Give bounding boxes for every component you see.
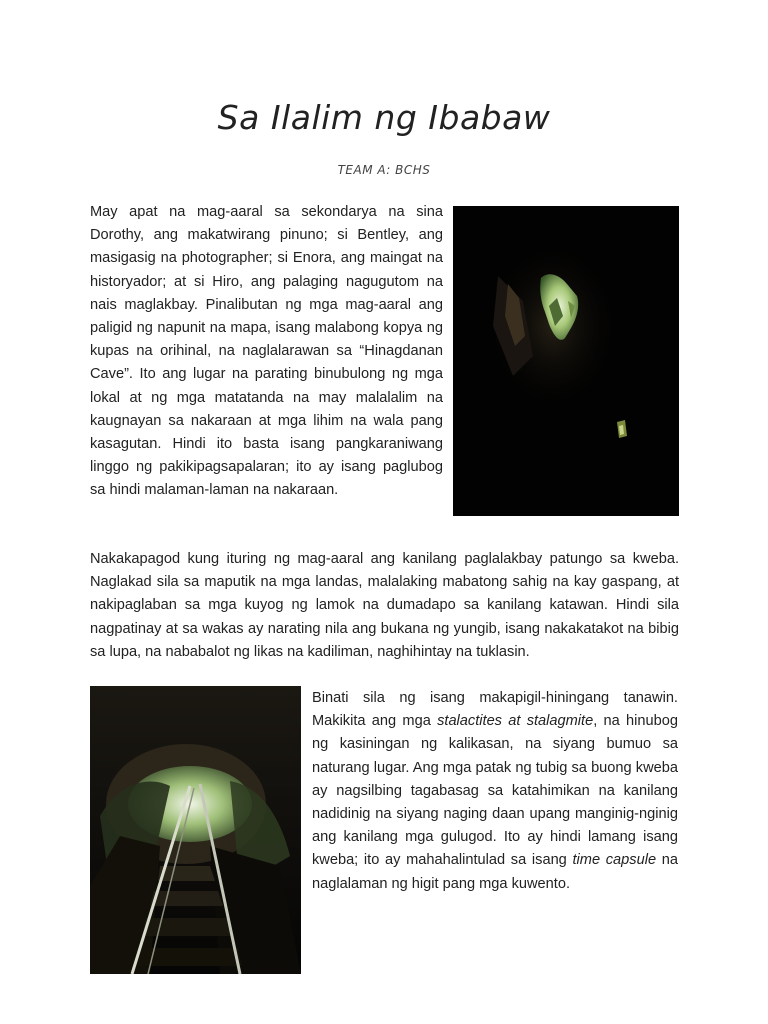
p3-italic-time-capsule: time capsule [572,852,657,869]
paragraph-cave-view [312,687,678,896]
paragraph-journey: Nakakapagod kung ituring ng mag-aaral ang kanilang paglalakbay patungo sa kweba. Naglakad sila sa maputik na mga landas, malalaking mabatong sahig na kay gaspang, at nakipaglaban sa mga kuyog ng lamok na dumadapo sa kanilang katawan. Hindi sila nagpatinay at sa wakas ay narating nila ang bukana ng yungib, isang nakakatakot na bibig sa lupa, na nababalot ng likas na kadiliman, naghihintay na tuklasin. [90,551,679,660]
cave-opening-photo [453,206,679,516]
document-subtitle: TEAM A: BCHS [337,163,431,177]
p3-text-2: , na hinubog ng kasiningan ng kalikasan, na siyang bumuo sa naturang lugar. Ang mga patak ng tubig sa buong kweba ay nagsilbing tagabasag sa katahimikan na kanilang nadidinig na siyang naging daan upang manginig-nginig ang kanilang mga gulugod. Ito ay hindi lamang isang kweba; ito ay mahahalintulad sa isang [312,713,678,869]
p3-text-3: na naglalaman ng higit pang mga kuwento. [312,852,678,892]
cave-stairs-photo [90,686,301,974]
paragraph-intro: May apat na mag-aaral sa sekondarya na sina Dorothy, ang makatwirang pinuno; si Bentley, ang masigasig na photographer; si Enora, ang maingat na historyador; at si Hiro, ang palaging nagugutom na nais maglakbay. Pinalibutan ng mga mag-aaral ang paligid ng napunit na mapa, isang malabong kopya ng kupas na orihinal, na naglalarawan sa “Hinagdanan Cave”. Ito ang lugar na parating binubulong ng mga lokal at ng mga matatanda na may malalalim na kaugnayan sa nakaraan at mga lihim na wala pang kasagutan. Hindi ito basta isang pangkaraniwang linggo ng pakikipagsapalaran; ito ay isang paglubog sa hindi malaman-laman na nakaraan. [90,204,443,499]
p3-text-1: Binati sila ng isang makapigil-hiningang tanawin. Makikita ang mga [312,690,678,730]
document-title: Sa Ilalim ng Ibabaw [217,98,551,137]
p3-italic-stalactites: stalactites at stalagmite [437,713,594,730]
